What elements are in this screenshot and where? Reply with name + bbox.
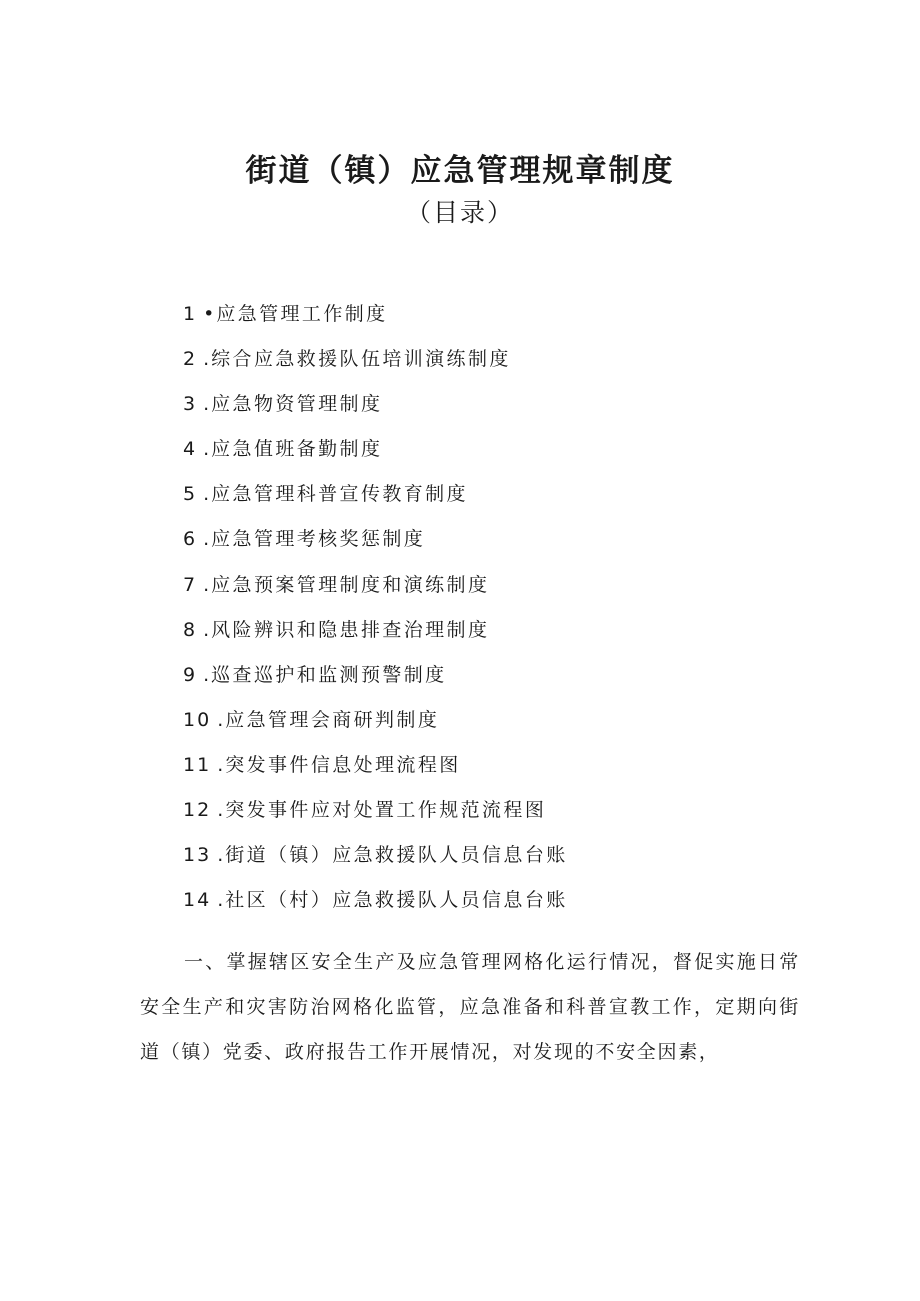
document-subtitle: （目录） — [405, 198, 514, 227]
toc-item — [183, 837, 568, 882]
toc-item — [183, 747, 568, 792]
toc-item-number: 14 — [183, 889, 212, 912]
toc-item-separator: . — [217, 889, 224, 912]
toc-item-separator: . — [217, 708, 224, 731]
toc-item-separator: • — [203, 303, 215, 325]
toc-item-separator: . — [217, 844, 224, 867]
toc-item-label: 应急管理会商研判制度 — [225, 708, 440, 731]
toc-item — [183, 386, 568, 431]
toc-item-label: 应急管理考核奖惩制度 — [211, 528, 426, 551]
toc-item-number: 3 — [183, 393, 198, 416]
toc-item — [183, 702, 568, 747]
toc-item — [183, 296, 568, 341]
toc-item — [183, 657, 568, 702]
toc-item-separator: . — [203, 348, 210, 371]
toc-item-number: 8 — [183, 618, 198, 641]
toc-item-label: 应急管理工作制度 — [216, 303, 388, 325]
toc-item-label: 街道（镇）应急救援队人员信息台账 — [225, 844, 568, 867]
toc-item-label: 应急物资管理制度 — [211, 393, 383, 416]
toc-item-separator: . — [203, 663, 210, 686]
toc-item-label: 社区（村）应急救援队人员信息台账 — [225, 889, 568, 912]
body-paragraph: 一、掌握辖区安全生产及应急管理网格化运行情况，督促实施日常安全生产和灾害防治网格化监管，应急准备和科普宣教工作，定期向街道（镇）党委、政府报告工作开展情况，对发现的不安全因素， — [140, 951, 800, 1063]
toc-item-number: 5 — [183, 483, 198, 506]
toc-item-number: 2 — [183, 348, 198, 371]
toc-item-separator: . — [203, 393, 210, 416]
toc-item — [183, 882, 568, 927]
toc-item — [183, 521, 568, 566]
toc-item-separator: . — [217, 753, 224, 776]
toc-item-number: 7 — [183, 573, 198, 596]
toc-item — [183, 476, 568, 521]
toc-item-separator: . — [217, 799, 224, 822]
document-title: 街道（镇）应急管理规章制度 — [245, 152, 675, 189]
toc-item-number: 9 — [183, 663, 198, 686]
toc-item — [183, 431, 568, 476]
table-of-contents — [183, 296, 568, 927]
toc-item-label: 巡查巡护和监测预警制度 — [211, 663, 447, 686]
toc-item-number: 1 — [183, 303, 198, 325]
toc-item — [183, 792, 568, 837]
toc-item-number: 12 — [183, 799, 212, 822]
toc-item-label: 应急预案管理制度和演练制度 — [211, 573, 490, 596]
toc-item-label: 应急管理科普宣传教育制度 — [211, 483, 468, 506]
toc-item-label: 突发事件应对处置工作规范流程图 — [225, 799, 547, 822]
toc-item — [183, 341, 568, 386]
toc-item-number: 10 — [183, 708, 212, 731]
toc-item-label: 突发事件信息处理流程图 — [225, 753, 461, 776]
toc-item-label: 应急值班备勤制度 — [211, 438, 383, 461]
toc-item-separator: . — [203, 573, 210, 596]
toc-item-separator: . — [203, 528, 210, 551]
toc-item-label: 综合应急救援队伍培训演练制度 — [211, 348, 511, 371]
toc-item-label: 风险辨识和隐患排查治理制度 — [211, 618, 490, 641]
toc-item — [183, 567, 568, 612]
toc-item-separator: . — [203, 438, 210, 461]
toc-item-separator: . — [203, 618, 210, 641]
toc-item-number: 4 — [183, 438, 198, 461]
toc-item-number: 13 — [183, 844, 212, 867]
toc-item-separator: . — [203, 483, 210, 506]
toc-item-number: 6 — [183, 528, 198, 551]
toc-item — [183, 612, 568, 657]
toc-item-number: 11 — [183, 753, 212, 776]
